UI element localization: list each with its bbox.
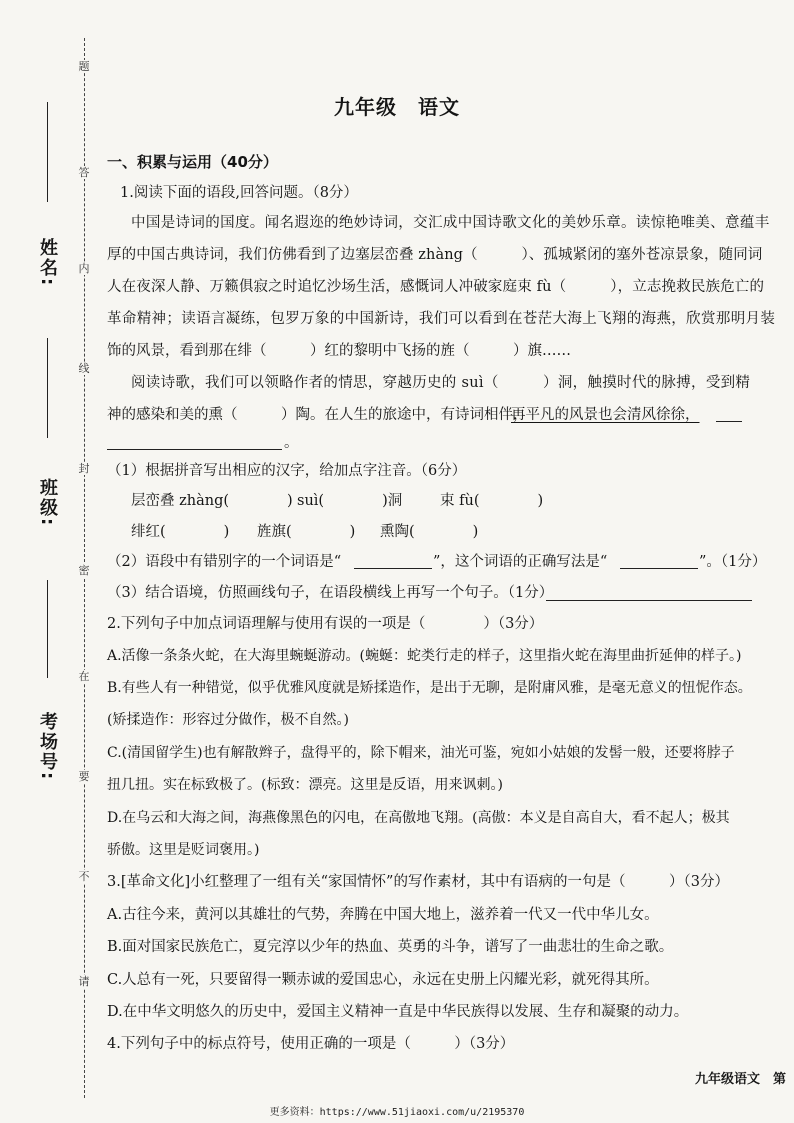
binding-char: 答	[78, 166, 90, 179]
question-1-stem: 1.阅读下面的语段,回答问题。（8分）	[120, 185, 358, 201]
subquestion-1-stem: （1）根据拼音写出相应的汉字，给加点字注音。（6分）	[107, 463, 467, 479]
binding-char: 封	[78, 462, 90, 475]
annotate-item: 绯红( )	[131, 524, 230, 540]
passage-end: 。	[284, 435, 299, 451]
passage-line: 阅读诗歌，我们可以领略作者的情思，穿越历史的 suì（ ）洞，触摸时代的脉搏，受到精	[131, 375, 751, 391]
option-b-note: (矫揉造作：形容过分做作，极不自然。)	[107, 712, 349, 728]
underlined-model-sentence: 再平凡的风景也会清风徐徐，	[511, 407, 700, 423]
binding-char: 密	[78, 564, 90, 577]
passage-line: 革命精神；读语言凝练，包罗万象的中国新诗，我们可以看到在苍茫大海上飞翔的海燕，欣赏那明月装	[107, 311, 776, 327]
option-d: D.在乌云和大海之间，海燕像黑色的闪电，在高傲地飞翔。(高傲：本义是自高自大，看不起人；极其	[107, 810, 730, 826]
binding-char: 请	[78, 975, 90, 988]
page-label: 九年级语文 第	[694, 1072, 786, 1087]
option-c: C.(清国留学生)也有解散辫子，盘得平的，除下帽来，油光可鉴，宛如小姑娘的发髻一般，还要将脖子	[107, 745, 735, 761]
passage-line: 人在夜深人静、万籁俱寂之时追忆沙场生活，感慨词人冲破家庭束 fù（ ），立志挽救民族危亡的	[107, 279, 765, 295]
name-label: 姓名:	[37, 238, 58, 288]
subquestion-2-part: ”，这个词语的正确写法是“	[433, 554, 608, 570]
passage-line: 饰的风景，看到那在绯（ ）红的黎明中飞扬的旌（ ）旗……	[107, 343, 571, 359]
binding-char: 线	[78, 362, 90, 375]
class-write-line[interactable]	[47, 338, 48, 438]
question-3-stem: 3.[革命文化]小红整理了一组有关“家国情怀”的写作素材，其中有语病的一句是（ ）（3分）	[107, 874, 729, 890]
question-2-stem: 2.下列句子中加点词语理解与使用有误的一项是（ ）（3分）	[107, 616, 544, 632]
annotate-item: 熏陶( )	[380, 524, 479, 540]
option-c: C.人总有一死，只要留得一颗赤诚的爱国忠心，永远在史册上闪耀光彩，就死得其所。	[107, 972, 659, 988]
answer-blank[interactable]	[354, 568, 432, 569]
answer-blank[interactable]	[107, 449, 282, 450]
binding-char: 不	[78, 870, 90, 883]
binding-char: 要	[78, 770, 90, 783]
subquestion-3-stem: （3）结合语境，仿照画线句子，在语段横线上再写一个句子。（1分）	[107, 585, 554, 601]
option-b: B.有些人有一种错觉，似乎优雅风度就是矫揉造作，是出于无聊，是附庸风雅，是毫无意义的忸怩作态。	[107, 680, 752, 696]
footer-source: 更多资料：https://www.51jiaoxi.com/u/2195370	[269, 1107, 525, 1118]
section-heading: 一、积累与运用（40分）	[107, 153, 278, 171]
option-a: A.活像一条条火蛇，在大海里蜿蜒游动。(蜿蜒：蛇类行走的样子，这里指火蛇在海里曲折延伸的样子。)	[107, 648, 742, 664]
passage-line: 中国是诗词的国度。闻名遐迩的绝妙诗词，交汇成中国诗歌文化的美妙乐章。读惊艳唯美、意蕴丰	[131, 215, 770, 231]
option-c-note: 扭几扭。实在标致极了。(标致：漂亮。这里是反语，用来讽刺。)	[107, 777, 503, 793]
passage-line: 厚的中国古典诗词，我们仿佛看到了边塞层峦叠 zhàng（ ）、孤城紧闭的塞外苍凉景象，随同词	[107, 247, 763, 263]
pinyin-item: 束 fù( )	[440, 493, 544, 509]
exam-room-write-line[interactable]	[47, 580, 48, 678]
subquestion-2-part: （2）语段中有错别字的一个词语是“	[107, 554, 342, 570]
option-b: B.面对国家民族危亡，夏完淳以少年的热血、英勇的斗争，谱写了一曲悲壮的生命之歌。	[107, 939, 674, 955]
passage-line: 神的感染和美的熏（ ）陶。在人生的旅途中，有诗词相伴，	[107, 407, 528, 423]
option-d: D.在中华文明悠久的历史中，爱国主义精神一直是中华民族得以发展、生存和凝聚的动力。	[107, 1004, 689, 1020]
question-4-stem: 4.下列句子中的标点符号，使用正确的一项是（ ）（3分）	[107, 1036, 515, 1052]
page-title: 九年级 语文	[334, 95, 460, 119]
binding-char: 题	[78, 60, 90, 73]
exam-room-label: 考场号:	[37, 712, 58, 782]
answer-blank[interactable]	[546, 600, 752, 601]
answer-blank[interactable]	[620, 568, 698, 569]
subquestion-2-part: ”。（1分）	[699, 554, 767, 570]
pinyin-item: suì( )洞	[297, 493, 403, 509]
class-label: 班级:	[37, 478, 58, 528]
pinyin-item: 层峦叠 zhàng( )	[131, 493, 293, 509]
option-a: A.古往今来，黄河以其雄壮的气势，奔腾在中国大地上，滋养着一代又一代中华儿女。	[107, 907, 659, 923]
answer-blank[interactable]	[716, 421, 742, 422]
option-d-note: 骄傲。这里是贬词褒用。)	[107, 842, 260, 858]
binding-char: 在	[78, 670, 90, 683]
binding-char: 内	[78, 262, 90, 275]
annotate-item: 旌旗( )	[257, 524, 356, 540]
